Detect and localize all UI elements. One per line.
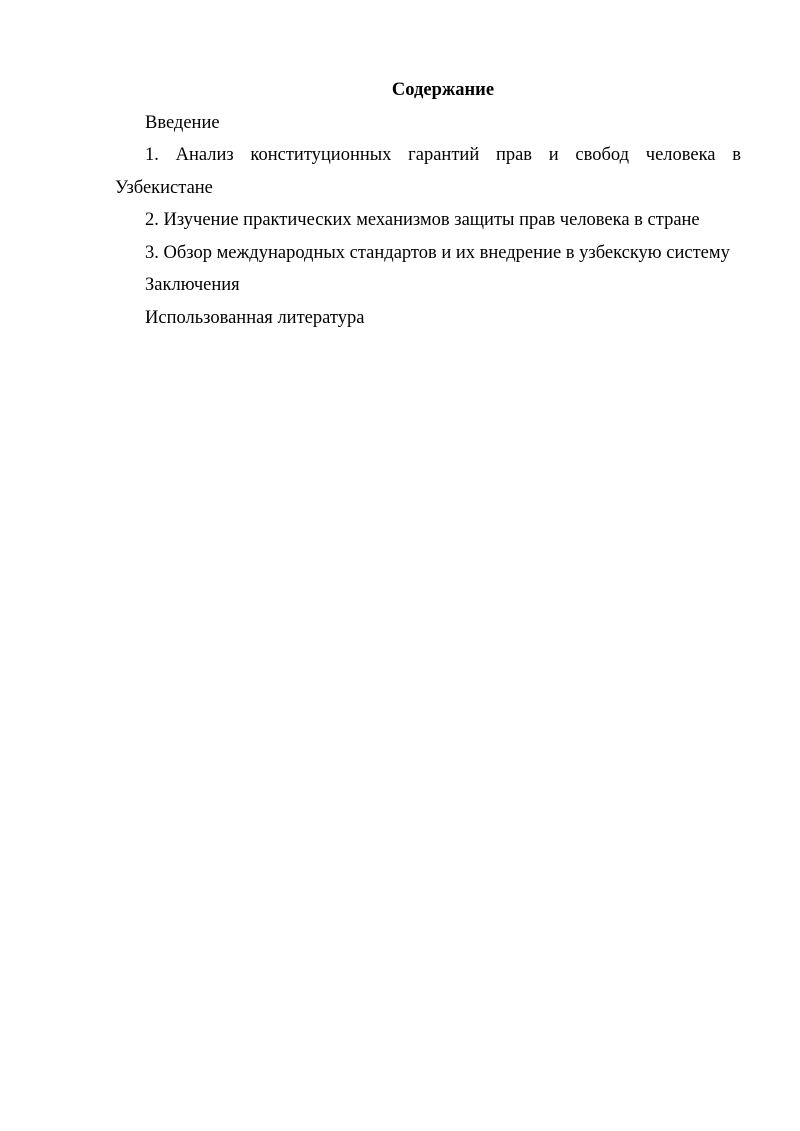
toc-title: Содержание (391, 80, 495, 100)
toc-item-chapter-1: 1. Анализ конституционных гарантий прав и свобод человека в Узбекистане (115, 145, 741, 198)
table-of-contents (115, 74, 741, 334)
toc-item-references: Использованная литература (145, 307, 365, 328)
toc-item-introduction: Введение (145, 112, 220, 133)
toc-item-conclusion: Заключения (145, 275, 240, 295)
toc-item-chapter-2: 2. Изучение практических механизмов защиты прав человека в стране (145, 210, 700, 230)
toc-item-chapter-3: 3. Обзор международных стандартов и их внедрение в узбекскую систему (145, 242, 730, 263)
